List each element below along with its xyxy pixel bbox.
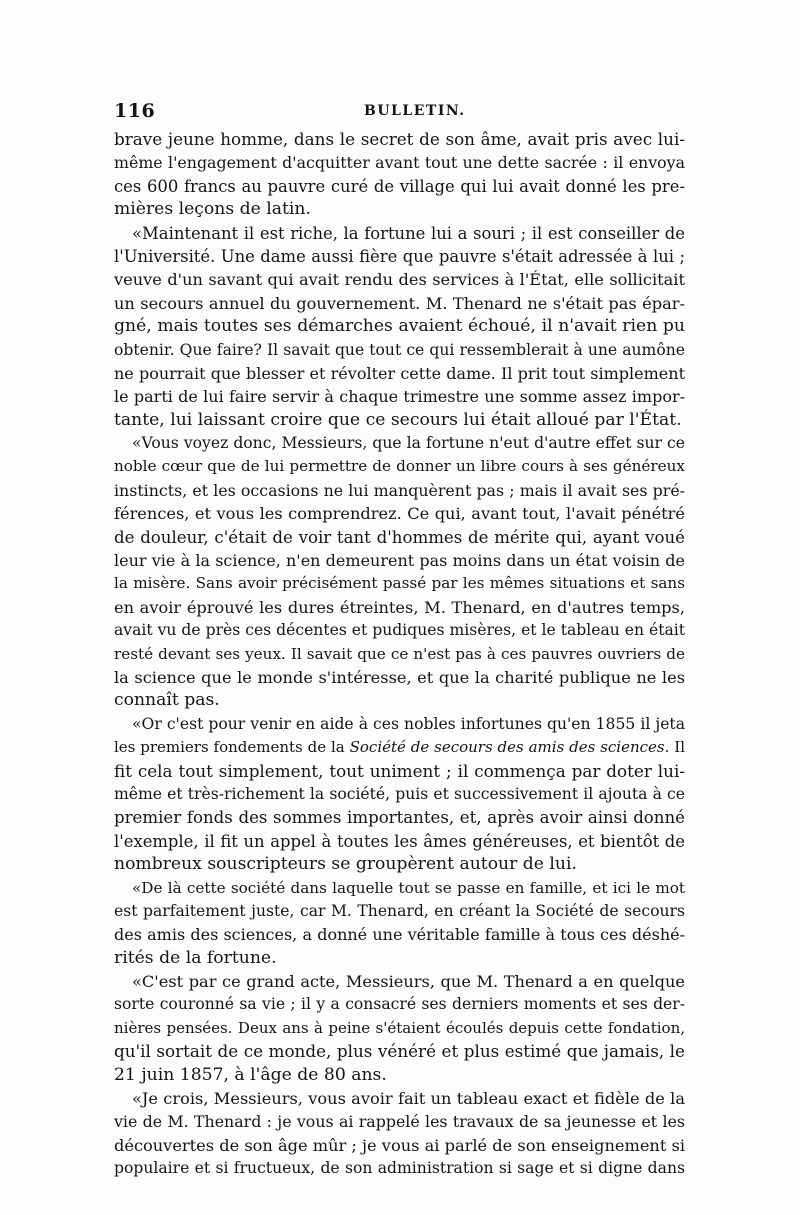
text-line: nières pensées. Deux ans à peine s'étaient écoulés depuis cette fondation, bbox=[114, 1018, 685, 1037]
text-line: de douleur, c'était de voir tant d'hommes de mérite qui, ayant voué bbox=[114, 527, 685, 547]
text-line: fit cela tout simplement, tout uniment ; il commença par doter lui- bbox=[114, 760, 685, 781]
text-line: l'exemple, il fit un appel à toutes les âmes généreuses, et bientôt de bbox=[114, 831, 685, 851]
text-line: 21 juin 1857, à l'âge de 80 ans. bbox=[114, 1064, 387, 1085]
text-line: la misère. Sans avoir précisément passé par les mêmes situations et sans bbox=[114, 574, 685, 593]
paragraph-first-line: «Vous voyez donc, Messieurs, que la fortune n'eut d'autre effet sur ce bbox=[132, 434, 685, 453]
text-line: vie de M. Thenard : je vous ai rappelé les travaux de sa jeunesse et les bbox=[114, 1112, 685, 1132]
body-text bbox=[114, 128, 685, 1181]
paragraph-first-line: «C'est par ce grand acte, Messieurs, que M. Thenard a en quelque bbox=[132, 972, 685, 992]
text-line: premier fonds des sommes importantes, et, après avoir ainsi donné bbox=[114, 808, 685, 828]
text-line: des amis des sciences, a donné une véritable famille à tous ces déshé- bbox=[114, 925, 685, 945]
text-line: instincts, et les occasions ne lui manquèrent pas ; mais il avait ses pré- bbox=[114, 480, 685, 500]
text-line: un secours annuel du gouvernement. M. Thenard ne s'était pas épar- bbox=[114, 293, 685, 313]
text-line: la science que le monde s'intéresse, et que la charité publique ne les bbox=[114, 667, 685, 687]
text-line: même et très-richement la société, puis et successivement il ajouta à ce bbox=[114, 784, 685, 803]
text-line: leur vie à la science, n'en demeurent pas moins dans un état voisin de bbox=[114, 551, 685, 571]
text-line: mières leçons de latin. bbox=[114, 199, 311, 220]
text-line: le parti de lui faire servir à chaque trimestre une somme assez impor- bbox=[114, 387, 685, 407]
text-line: connaît pas. bbox=[114, 690, 220, 711]
text-line: découvertes de son âge mûr ; je vous ai parlé de son enseignement si bbox=[114, 1135, 685, 1155]
text-line-with-italic bbox=[114, 736, 685, 759]
text-line: l'Université. Une dame aussi fière que pauvre s'était adressée à lui ; bbox=[114, 246, 685, 266]
running-title: BULLETIN. bbox=[364, 103, 466, 119]
text-line: tante, lui laissant croire que ce secours lui était alloué par l'État. bbox=[114, 409, 682, 430]
text-line: ne pourrait que blesser et révolter cette dame. Il prit tout simplement bbox=[114, 363, 685, 383]
text-line: ces 600 francs au pauvre curé de village qui lui avait donné les pre- bbox=[114, 176, 685, 196]
text-line: obtenir. Que faire? Il savait que tout ce qui ressemblerait à une aumône bbox=[114, 340, 685, 359]
text-segment: les premiers fondements de la bbox=[114, 738, 345, 757]
text-line: rités de la fortune. bbox=[114, 947, 277, 968]
text-line: gné, mais toutes ses démarches avaient échoué, il n'avait rien pu bbox=[114, 316, 685, 337]
text-line: sorte couronné sa vie ; il y a consacré ses derniers moments et ses der- bbox=[114, 995, 685, 1014]
text-segment: Il bbox=[674, 738, 685, 757]
text-line: nombreux souscripteurs se groupèrent autour de lui. bbox=[114, 854, 577, 875]
running-head bbox=[114, 100, 685, 126]
text-line: resté devant ses yeux. Il savait que ce n'est pas à ces pauvres ouvriers de bbox=[114, 644, 685, 663]
text-line: brave jeune homme, dans le secret de son âme, avait pris avec lui- bbox=[114, 129, 685, 149]
page-number: 116 bbox=[114, 100, 156, 122]
text-line: veuve d'un savant qui avait rendu des services à l'État, elle sollicitait bbox=[114, 270, 685, 290]
text-line: qu'il sortait de ce monde, plus vénéré et plus estimé que jamais, le bbox=[114, 1041, 685, 1062]
text-line: populaire et si fructueux, de son administration si sage et si digne dans bbox=[114, 1159, 685, 1178]
text-line: est parfaitement juste, car M. Thenard, en créant la Société de secours bbox=[114, 901, 685, 920]
text-line: en avoir éprouvé les dures étreintes, M. Thenard, en d'autres temps, bbox=[114, 597, 685, 617]
text-line: férences, et vous les comprendrez. Ce qui, avant tout, l'avait pénétré bbox=[114, 504, 685, 524]
paragraph-first-line: «De là cette société dans laquelle tout se passe en famille, et ici le mot bbox=[132, 878, 685, 897]
paragraph-first-line: «Je crois, Messieurs, vous avoir fait un tableau exact et fidèle de la bbox=[132, 1089, 685, 1109]
italic-society-name: Société de secours des amis des sciences. bbox=[349, 738, 670, 757]
text-line: noble cœur que de lui permettre de donner un libre cours à ses généreux bbox=[114, 457, 685, 476]
text-line: avait vu de près ces décentes et pudiques misères, et le tableau en était bbox=[114, 621, 686, 640]
paragraph-first-line: «Or c'est pour venir en aide à ces nobles infortunes qu'en 1855 il jeta bbox=[132, 714, 685, 733]
paragraph-first-line: «Maintenant il est riche, la fortune lui a souri ; il est conseiller de bbox=[132, 223, 685, 243]
text-line: même l'engagement d'acquitter avant tout une dette sacrée : il envoya bbox=[114, 153, 685, 173]
